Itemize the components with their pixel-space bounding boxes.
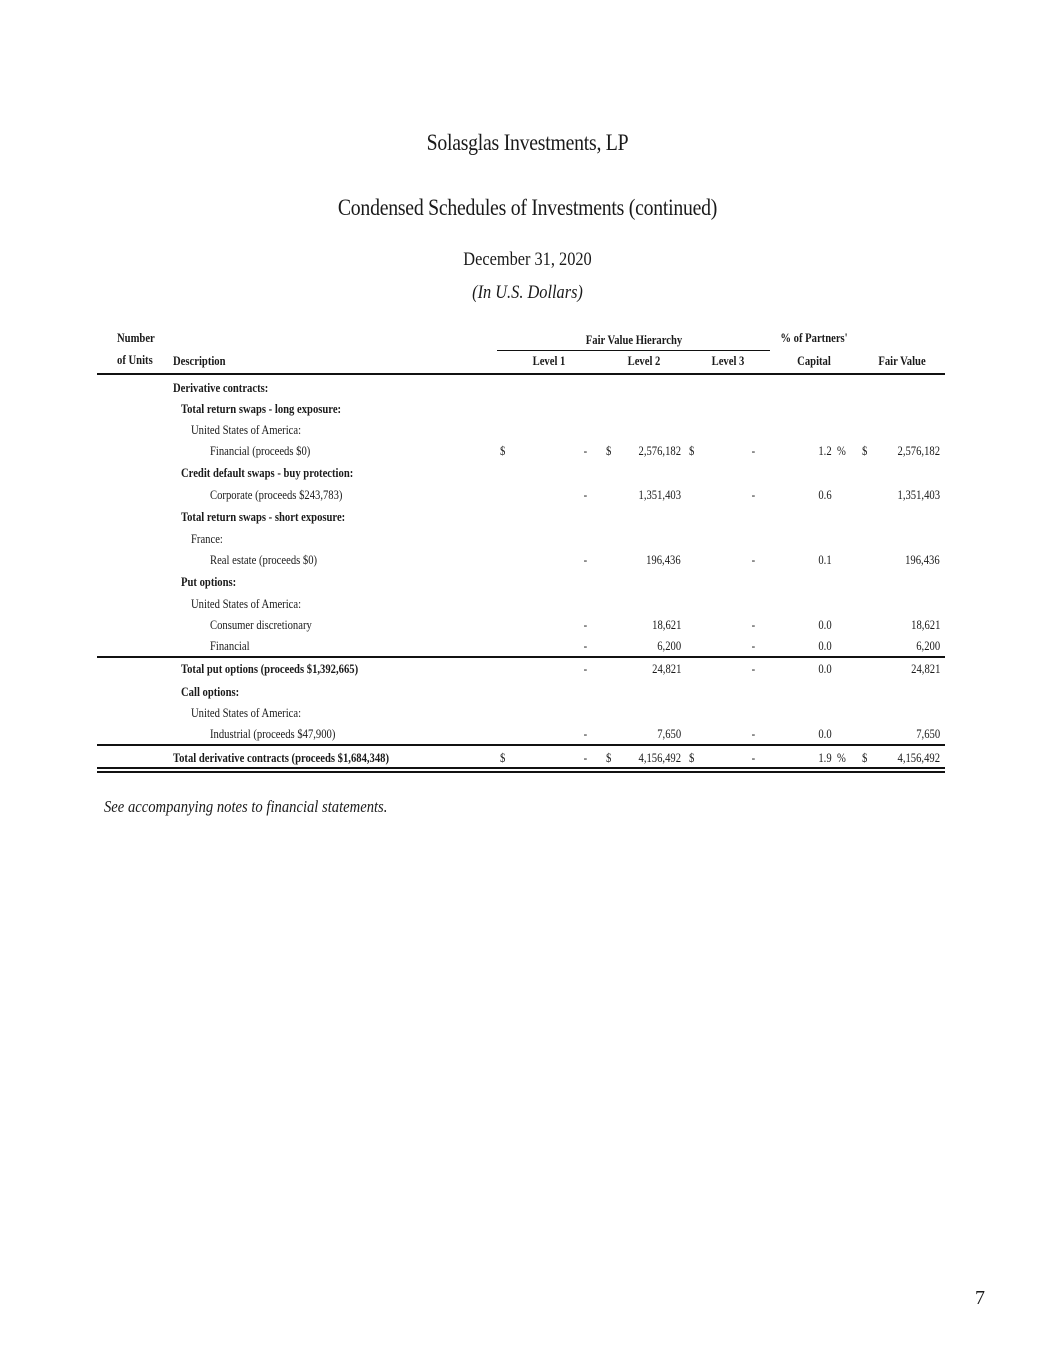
cell-fv: 6,200: [916, 639, 940, 653]
cell-pctsym: %: [837, 751, 846, 765]
header-number: Number: [117, 331, 155, 345]
cell-pct: 0.0: [818, 727, 832, 741]
row-description: France:: [191, 532, 223, 546]
header-description: Description: [173, 354, 226, 368]
header-fair-value: Fair Value: [878, 354, 926, 368]
row-description: Total return swaps - short exposure:: [181, 510, 346, 524]
row-description: Financial: [210, 639, 250, 653]
row-description: Total return swaps - long exposure:: [181, 402, 342, 416]
table-row: [0, 683, 1055, 704]
row-description: Total put options (proceeds $1,392,665): [181, 662, 359, 676]
row-description: Financial (proceeds $0): [210, 444, 311, 458]
cell-l2: 6,200: [657, 639, 681, 653]
cell-pct: 1.9: [818, 751, 832, 765]
cell-d2: $: [606, 751, 612, 765]
table-row: [0, 551, 1055, 572]
table-row: [0, 637, 1055, 658]
footnote: See accompanying notes to financial statements.: [104, 797, 388, 816]
table-row: [0, 704, 1055, 725]
row-description: Industrial (proceeds $47,900): [210, 727, 336, 741]
cell-fv: 4,156,492: [897, 751, 940, 765]
cell-d3: $: [689, 444, 695, 458]
table-row: [0, 379, 1055, 400]
cell-l1: -: [583, 553, 587, 567]
cell-l3: -: [751, 444, 755, 458]
header-fair-value-hierarchy: Fair Value Hierarchy: [585, 333, 683, 347]
cell-dfv: $: [862, 444, 868, 458]
table-row: [0, 573, 1055, 594]
statement-title: Condensed Schedules of Investments (continued): [337, 195, 718, 220]
row-description: Corporate (proceeds $243,783): [210, 488, 343, 502]
header-capital: Capital: [797, 354, 831, 368]
cell-l1: -: [583, 444, 587, 458]
currency-note: (In U.S. Dollars): [472, 282, 583, 303]
table-row: [0, 508, 1055, 529]
table-row: [0, 464, 1055, 485]
cell-l3: -: [751, 639, 755, 653]
cell-pct: 0.0: [818, 618, 832, 632]
table-row: [0, 421, 1055, 442]
table-row: [0, 660, 1055, 681]
cell-l1: -: [583, 751, 587, 765]
row-description: United States of America:: [191, 706, 302, 720]
cell-l2: 18,621: [651, 618, 681, 632]
cell-l1: -: [583, 639, 587, 653]
header-level-3: Level 3: [711, 354, 745, 368]
cell-l1: -: [583, 618, 587, 632]
row-description: Derivative contracts:: [173, 381, 269, 395]
row-description: Consumer discretionary: [210, 618, 312, 632]
cell-fv: 196,436: [905, 553, 940, 567]
cell-fv: 7,650: [916, 727, 940, 741]
cell-l1: -: [583, 727, 587, 741]
cell-l3: -: [751, 751, 755, 765]
cell-pct: 1.2: [818, 444, 832, 458]
cell-d1: $: [500, 444, 506, 458]
statement-date: December 31, 2020: [463, 249, 592, 270]
put-options-total-rule: [97, 656, 945, 658]
fvh-rule: [497, 350, 770, 351]
double-rule-top: [97, 767, 945, 769]
cell-l2: 7,650: [657, 727, 681, 741]
row-description: United States of America:: [191, 597, 302, 611]
row-description: Real estate (proceeds $0): [210, 553, 318, 567]
cell-l2: 2,576,182: [638, 444, 681, 458]
cell-pct: 0.0: [818, 662, 832, 676]
table-row: [0, 400, 1055, 421]
cell-fv: 1,351,403: [897, 488, 940, 502]
cell-pct: 0.6: [818, 488, 832, 502]
double-rule-bottom: [97, 771, 945, 773]
table-row: [0, 530, 1055, 551]
page-number: 7: [975, 1287, 985, 1309]
cell-l3: -: [751, 618, 755, 632]
cell-l2: 1,351,403: [638, 488, 681, 502]
cell-l2: 24,821: [651, 662, 681, 676]
cell-fv: 2,576,182: [897, 444, 940, 458]
cell-l2: 196,436: [646, 553, 681, 567]
cell-l1: -: [583, 488, 587, 502]
cell-l3: -: [751, 662, 755, 676]
row-description: Credit default swaps - buy protection:: [181, 466, 354, 480]
header-of-units: of Units: [117, 353, 153, 367]
cell-d1: $: [500, 751, 506, 765]
company-title: Solasglas Investments, LP: [426, 130, 629, 155]
cell-pctsym: %: [837, 444, 846, 458]
cell-l2: 4,156,492: [638, 751, 681, 765]
cell-l3: -: [751, 488, 755, 502]
header-pct-partners: % of Partners': [780, 331, 848, 345]
cell-pct: 0.1: [818, 553, 832, 567]
row-description: United States of America:: [191, 423, 302, 437]
row-description: Put options:: [181, 575, 237, 589]
cell-l1: -: [583, 662, 587, 676]
table-row: [0, 616, 1055, 637]
cell-d3: $: [689, 751, 695, 765]
header-level-2: Level 2: [627, 354, 661, 368]
cell-l3: -: [751, 553, 755, 567]
cell-dfv: $: [862, 751, 868, 765]
cell-fv: 18,621: [910, 618, 940, 632]
row-description: Call options:: [181, 685, 240, 699]
cell-d2: $: [606, 444, 612, 458]
table-row: [0, 442, 1055, 463]
grand-total-rule: [97, 744, 945, 746]
table-row: [0, 595, 1055, 616]
cell-fv: 24,821: [910, 662, 940, 676]
header-level-1: Level 1: [532, 354, 566, 368]
cell-pct: 0.0: [818, 639, 832, 653]
header-rule: [97, 373, 945, 375]
table-row: [0, 725, 1055, 746]
table-row: [0, 486, 1055, 507]
cell-l3: -: [751, 727, 755, 741]
row-description: Total derivative contracts (proceeds $1,684,348): [173, 751, 390, 765]
